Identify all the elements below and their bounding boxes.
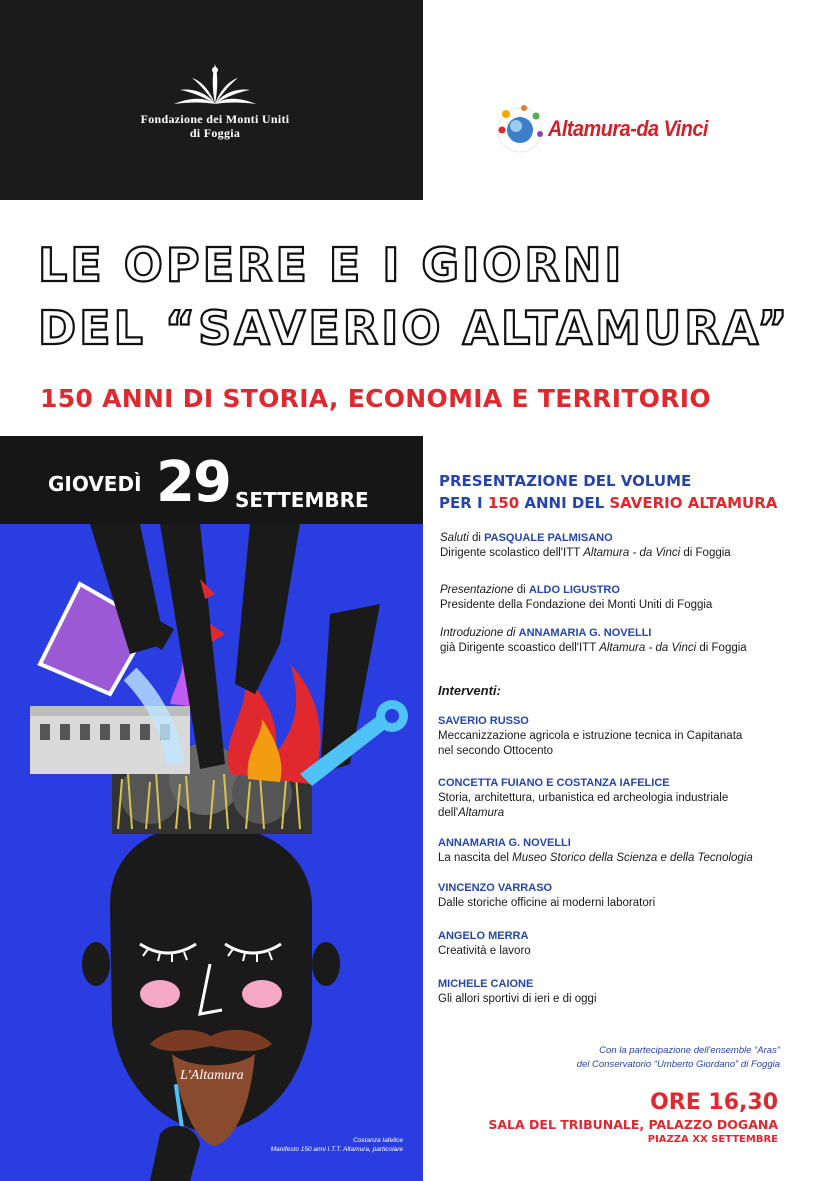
speaker-topic-italic: Altamura — [458, 807, 505, 819]
speaker-topic: Dalle storiche officine ai moderni laboratori — [438, 897, 656, 909]
date-weekday: GIOVEDÌ — [48, 472, 142, 496]
presentation-line-1: PRESENTAZIONE DEL VOLUME — [439, 472, 692, 490]
title-line-2: DEL “SAVERIO ALTAMURA” — [38, 301, 791, 355]
presentation-line-2 — [439, 492, 799, 514]
entry-connector: di — [468, 532, 485, 544]
speaker-item — [438, 776, 818, 821]
entry-desc-italic: Altamura - da Vinci — [583, 547, 681, 559]
date-month: SETTEMBRE — [235, 488, 369, 512]
speaker-name: MICHELE CAIONE — [438, 978, 534, 990]
speaker-name: CONCETTA FUIANO E COSTANZA IAFELICE — [438, 777, 670, 789]
event-address: PIAZZA XX SETTEMBRE — [647, 1134, 778, 1145]
artwork-signature: L'Altamura — [180, 1068, 244, 1083]
fondazione-name-line2: di Foggia — [189, 126, 241, 140]
entry-label: Saluti — [440, 532, 469, 544]
entry-introduzione — [440, 626, 810, 656]
illustration-image — [0, 524, 423, 1181]
partner-logo-text: Altamura-da Vinci — [548, 116, 708, 141]
speaker-topic-cont: dell' — [438, 807, 459, 819]
fondazione-name-line1: Fondazione dei Monti Uniti — [140, 112, 290, 126]
entry-label: Introduzione di — [440, 627, 516, 639]
credit-title: Manifesto 150 anni I.T.T. Altamura, particolare — [270, 1146, 403, 1153]
speaker-topic-cont: nel secondo Ottocento — [438, 745, 554, 757]
speaker-topic: La nascita del — [438, 852, 513, 864]
entry-name: ALDO LIGUSTRO — [528, 584, 620, 596]
date-banner — [0, 436, 423, 524]
fondazione-logo — [120, 60, 310, 140]
speaker-item — [438, 836, 818, 866]
speaker-item — [438, 714, 818, 759]
participation-line-1: Con la partecipazione dell'ensemble “Aras” — [599, 1045, 780, 1056]
fan-emblem-icon — [170, 60, 260, 106]
speaker-name: ANGELO MERRA — [438, 930, 529, 942]
poster-artwork — [0, 436, 423, 1181]
altamura-da-vinci-logo — [496, 104, 736, 160]
header-black-panel — [0, 0, 423, 200]
speaker-topic-italic: Museo Storico della Scienza e della Tecnologia — [512, 852, 753, 864]
title-line-1: LE OPERE E I GIORNI — [38, 238, 625, 292]
entry-label: Presentazione — [440, 584, 514, 596]
presentation-number: 150 — [487, 494, 520, 512]
entry-desc-end: di Foggia — [696, 642, 747, 654]
presentation-heading — [439, 470, 799, 514]
speaker-item — [438, 977, 818, 1007]
presentation-mid: ANNI DEL — [519, 494, 610, 512]
speaker-item — [438, 929, 818, 959]
speaker-topic: Storia, architettura, urbanistica ed archeologia industriale — [438, 792, 729, 804]
entry-presentazione — [440, 583, 810, 613]
entry-desc-end: di Foggia — [680, 547, 731, 559]
credit-author: Costanza Iafelice — [353, 1137, 403, 1144]
speaker-topic: Meccanizzazione agricola e istruzione tecnica in Capitanata — [438, 730, 743, 742]
entry-desc: Presidente della Fondazione dei Monti Uniti di Foggia — [440, 599, 713, 611]
interventi-heading: Interventi: — [438, 683, 501, 698]
speaker-name: ANNAMARIA G. NOVELLI — [438, 837, 571, 849]
date-day: 29 — [156, 450, 230, 515]
event-time: ORE 16,30 — [650, 1090, 778, 1115]
participation-line-2: del Conservatorio “Umberto Giordano” di Foggia — [576, 1059, 780, 1070]
presentation-prefix: PER I — [439, 494, 488, 512]
entry-connector: di — [513, 584, 529, 596]
participation-note — [577, 1044, 780, 1072]
entry-name: ANNAMARIA G. NOVELLI — [518, 627, 652, 639]
entry-desc: già Dirigente scoastico dell'ITT — [440, 642, 600, 654]
school-emblem-icon — [496, 104, 546, 158]
speaker-name: VINCENZO VARRASO — [438, 882, 553, 894]
subtitle: 150 ANNI DI STORIA, ECONOMIA E TERRITORIO — [40, 384, 711, 413]
presentation-school-name: SAVERIO ALTAMURA — [609, 494, 778, 512]
speaker-item — [438, 881, 818, 911]
speaker-topic: Creatività e lavoro — [438, 945, 531, 957]
speaker-topic: Gli allori sportivi di ieri e di oggi — [438, 993, 597, 1005]
entry-desc-italic: Altamura - da Vinci — [599, 642, 697, 654]
artwork-credit — [271, 1136, 403, 1154]
event-venue: SALA DEL TRIBUNALE, PALAZZO DOGANA — [488, 1117, 778, 1132]
entry-saluti — [440, 531, 810, 561]
entry-name: PASQUALE PALMISANO — [484, 532, 613, 544]
entry-desc: Dirigente scolastico dell'ITT — [440, 547, 584, 559]
speaker-name: SAVERIO RUSSO — [438, 715, 529, 727]
